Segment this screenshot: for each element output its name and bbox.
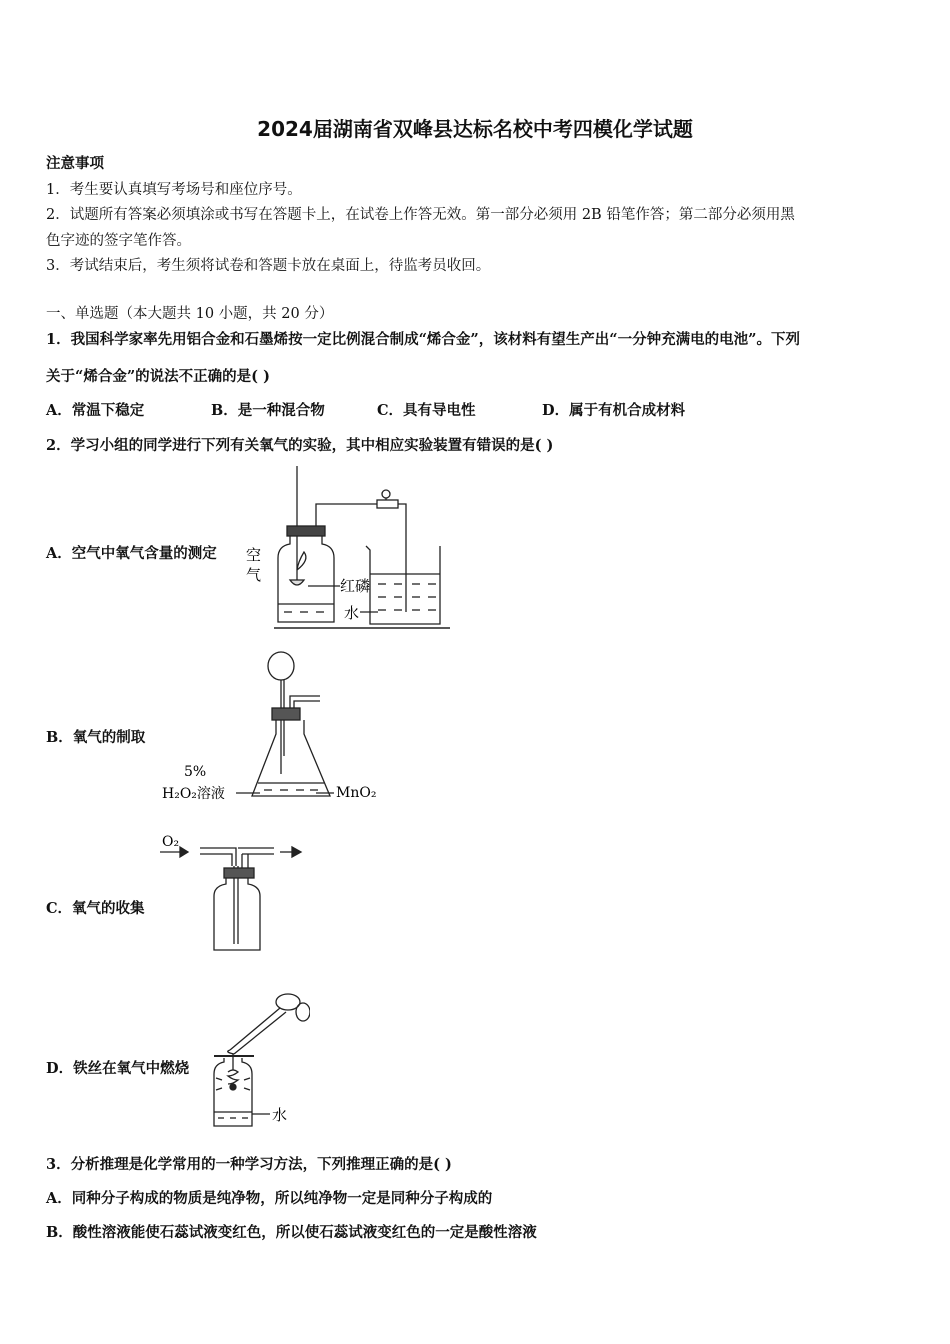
label-water: 水 [344, 604, 360, 622]
q2-option-a[interactable]: A．空气中氧气含量的测定 [46, 545, 217, 562]
q1-option-a[interactable]: A．常温下稳定 [46, 402, 145, 419]
label-o2: O₂ [162, 834, 180, 850]
question-1-stem: 1．我国科学家率先用铝合金和石墨烯按一定比例混合制成“烯合金”，该材料有望生产出“一分钟充满电的电池”。下列 [46, 331, 800, 348]
figure-oxygen-content-apparatus [240, 462, 460, 632]
label-air-2: 气 [246, 566, 262, 584]
question-3-stem: 3．分析推理是化学常用的一种学习方法，下列推理正确的是( ) [46, 1156, 452, 1173]
figure-oxygen-collection-apparatus [156, 830, 316, 956]
q2-option-c[interactable]: C．氧气的收集 [46, 900, 145, 917]
label-mno2: MnO₂ [336, 785, 377, 801]
q3-option-b[interactable]: B．酸性溶液能使石蕊试液变红色，所以使石蕊试液变红色的一定是酸性溶液 [46, 1224, 537, 1241]
notice-item: 色字迹的签字笔作答。 [46, 233, 191, 249]
label-water-d: 水 [272, 1106, 288, 1124]
question-1-stem-cont: 关于“烯合金”的说法不正确的是( ) [46, 368, 270, 385]
q2-option-b[interactable]: B．氧气的制取 [46, 729, 146, 746]
q1-option-b[interactable]: B．是一种混合物 [211, 402, 325, 419]
section-heading: 一、单选题（本大题共 10 小题，共 20 分） [46, 306, 334, 322]
label-red-phosphorus: 红磷 [340, 577, 371, 595]
figure-iron-wire-combustion-apparatus [200, 990, 310, 1132]
notice-item: 1．考生要认真填写考场号和座位序号。 [46, 182, 302, 198]
notice-item: 2．试题所有答案必须填涂或书写在答题卡上，在试卷上作答无效。第一部分必须用 2B 铅笔作答；第二部分必须用黑 [46, 207, 795, 223]
q2-option-d[interactable]: D．铁丝在氧气中燃烧 [46, 1060, 190, 1077]
q1-option-c[interactable]: C．具有导电性 [377, 402, 476, 419]
q3-option-a[interactable]: A．同种分子构成的物质是纯净物，所以纯净物一定是同种分子构成的 [46, 1190, 493, 1207]
page-title: 2024届湖南省双峰县达标名校中考四模化学试题 [257, 117, 693, 141]
notice-item: 3．考试结束后，考生须将试卷和答题卡放在桌面上，待监考员收回。 [46, 258, 491, 274]
label-air-1: 空 [246, 546, 262, 564]
label-concentration: 5% [184, 764, 207, 780]
figure-oxygen-preparation-apparatus [156, 646, 386, 806]
notice-heading: 注意事项 [46, 155, 104, 172]
q1-option-d[interactable]: D．属于有机合成材料 [542, 402, 686, 419]
label-h2o2-solution: H₂O₂溶液 [162, 786, 225, 802]
question-2-stem: 2．学习小组的同学进行下列有关氧气的实验，其中相应实验装置有错误的是( ) [46, 437, 554, 454]
